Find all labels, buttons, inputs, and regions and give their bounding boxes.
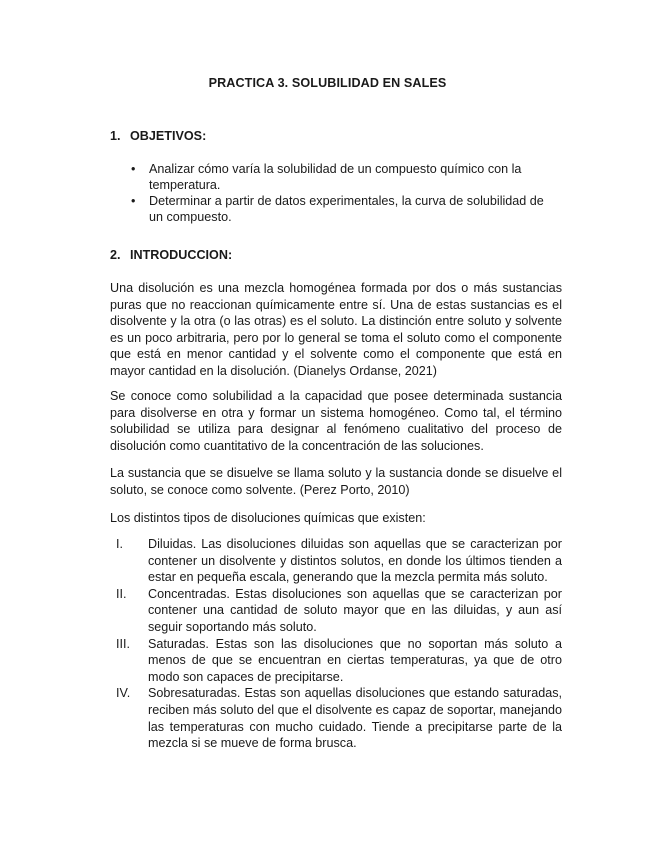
list-numeral: II. bbox=[116, 586, 127, 601]
paragraph: Los distintos tipos de disoluciones químicas que existen: bbox=[110, 511, 426, 525]
document-title: PRACTICA 3. SOLUBILIDAD EN SALES bbox=[208, 76, 447, 90]
bullet-icon: • bbox=[131, 194, 136, 208]
list-item bbox=[131, 161, 561, 193]
paragraph: Se conoce como solubilidad a la capacidad que posee determinada sustancia para disolverse en otra y formar un sistema homogéneo. Como tal, el término solubilidad se utiliza para designar al fenómeno cualitativo del proceso de disolución como cuantitativo de la concentración de las soluciones. bbox=[110, 389, 562, 453]
list-item bbox=[110, 586, 562, 636]
paragraph: La sustancia que se disuelve se llama soluto y la sustancia donde se disuelve el soluto, se conoce como solvente. (Perez Porto, 2010) bbox=[110, 466, 562, 497]
bullet-icon: • bbox=[131, 162, 136, 176]
list-item bbox=[110, 536, 562, 586]
list-item-text: Sobresaturadas. Estas son aquellas disoluciones que estando saturadas, reciben más soluto del que el disolvente es capaz de soportar, manejando las temperaturas con mucho cuidado. Tiende a precipitarse parte de la mezcla si se mueve de forma brusca. bbox=[148, 686, 562, 751]
section-heading-text: INTRODUCCION: bbox=[130, 248, 233, 262]
list-item-text: Analizar cómo varía la solubilidad de un compuesto químico con la temperatura. bbox=[149, 162, 522, 192]
section-heading-objetivos bbox=[110, 129, 206, 143]
list-item-text: Determinar a partir de datos experimentales, la curva de solubilidad de un compuesto. bbox=[149, 194, 544, 224]
list-item bbox=[110, 685, 562, 751]
objectives-list bbox=[131, 161, 561, 225]
section-number: 2. bbox=[110, 248, 121, 262]
list-numeral: III. bbox=[116, 636, 130, 651]
section-heading-text: OBJETIVOS: bbox=[130, 129, 207, 143]
section-heading-introduccion bbox=[110, 248, 232, 262]
list-item-text: Saturadas. Estas son las disoluciones que no soportan más soluto a menos de que se encuentran en ciertas temperaturas, ya que de otro modo son capaces de precipitarse. bbox=[148, 636, 562, 684]
solution-types-list bbox=[110, 536, 562, 752]
list-item-text: Concentradas. Estas disoluciones son aquellas que se caracterizan por contener una cantidad de soluto mayor que en las diluidas, y aun así seguir soportando más soluto. bbox=[148, 586, 562, 634]
paragraph: Una disolución es una mezcla homogénea formada por dos o más sustancias puras que no reaccionan químicamente entre sí. Una de estas sustancias es el disolvente y la otra (o las otras) es el soluto. La distinción entre soluto y solvente es un poco arbitraria, pero por lo general se toma el soluto como el componente que está en menor cantidad y el solvente como el componente que está en mayor cantidad en la disolución. (Dianelys Ordanse, 2021) bbox=[110, 281, 562, 378]
list-item bbox=[110, 636, 562, 686]
list-numeral: I. bbox=[116, 537, 123, 551]
section-number: 1. bbox=[110, 129, 121, 143]
list-item bbox=[131, 193, 561, 225]
list-numeral: IV. bbox=[116, 686, 131, 701]
list-item-text: Diluidas. Las disoluciones diluidas son aquellas que se caracterizan por contener un disolvente y distintos solutos, en donde los últimos tienden a estar en pequeña escala, generando que la mezcla permita más soluto. bbox=[148, 537, 562, 585]
